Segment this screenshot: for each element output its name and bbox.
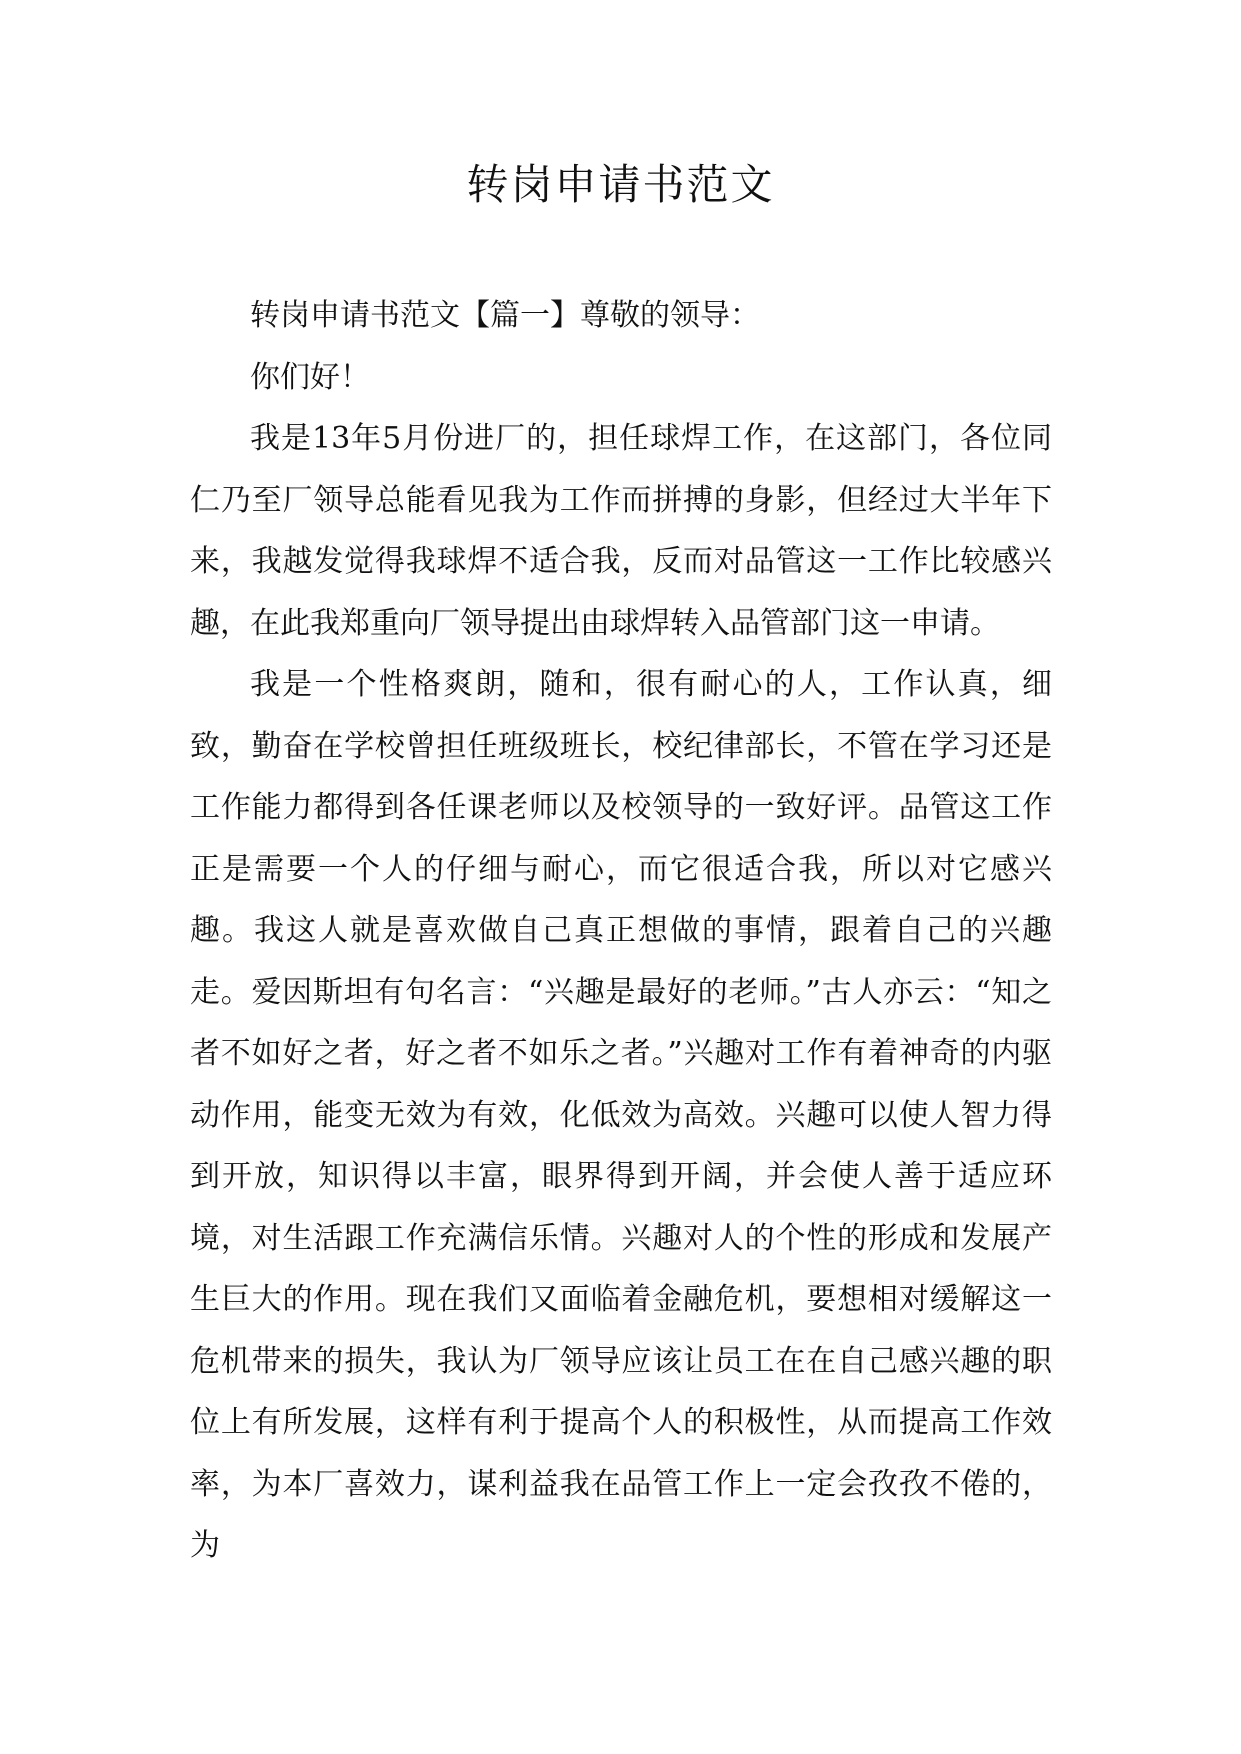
paragraph-greeting: 你们好！ [250, 359, 370, 395]
paragraph-reasons: 我是一个性格爽朗，随和，很有耐心的人，工作认真，细致，勤奋在学校曾担任班级班长，校纪律部长，不管在学习还是工作能力都得到各任课老师以及校领导的一致好评。品管这工作正是需要一个人的仔细与耐心，而它很适合我，所以对它感兴趣。我这人就是喜欢做自己真正想做的事情，跟着自己的兴趣走。爱因斯坦有句名言：“兴趣是最好的老师。”古人亦云：“知之者不如好之者，好之者不如乐之者。”兴趣对工作有着神奇的内驱动作用，能变无效为有效，化低效为高效。兴趣可以使人智力得到开放，知识得以丰富，眼界得到开阔，并会使人善于适应环境，对生活跟工作充满信乐情。兴趣对人的个性的形成和发展产生巨大的作用。现在我们又面临着金融危机，要想相对缓解这一危机带来的损失，我认为厂领导应该让员工在在自己感兴趣的职位上有所发展，这样有利于提高个人的积极性，从而提高工作效率，为本厂喜效力，谋利益我在品管工作上一定会孜孜不倦的，为 [190, 667, 1052, 1563]
document-title: 转岗申请书范文 [466, 160, 775, 209]
paragraph-heading-line: 转岗申请书范文【篇一】尊敬的领导： [250, 298, 760, 333]
document-body [190, 285, 1052, 1577]
paragraph-intro: 我是13年5月份进厂的，担任球焊工作，在这部门，各位同仁乃至厂领导总能看见我为工作而拼搏的身影，但经过大半年下来，我越发觉得我球焊不适合我，反而对品管这一工作比较感兴趣，在此我郑重向厂领导提出由球焊转入品管部门这一申请。 [190, 421, 1052, 641]
